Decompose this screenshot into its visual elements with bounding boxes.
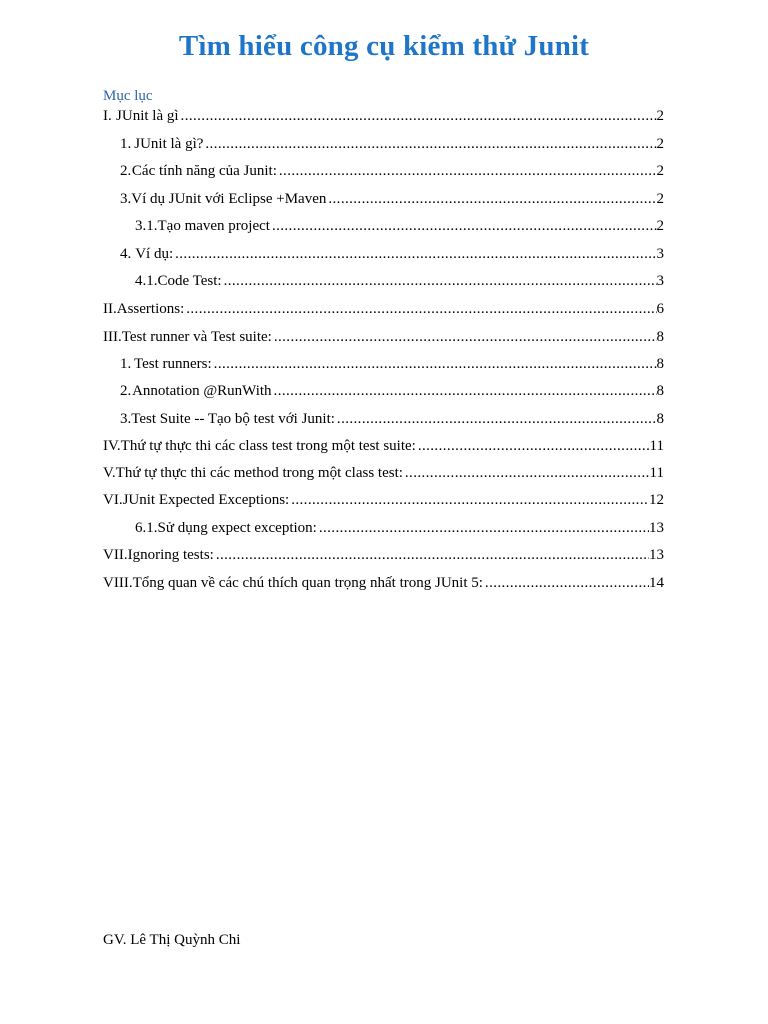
toc-number: IV.	[103, 438, 121, 454]
toc-text: Test Suite -- Tạo bộ test với Junit:	[131, 411, 335, 427]
toc-text: Assertions:	[116, 301, 185, 317]
toc-entry-ii[interactable]	[103, 299, 664, 319]
toc-page-number: 8	[656, 329, 664, 345]
toc-page-number: 3	[656, 273, 664, 289]
toc-page-number: 12	[649, 492, 664, 508]
toc-leader-dots	[328, 189, 656, 209]
toc-entry-i-3[interactable]	[120, 189, 664, 209]
toc-page-number: 13	[649, 547, 664, 563]
toc-text: Annotation @RunWith	[132, 383, 272, 399]
toc-page-number: 2	[656, 108, 664, 124]
toc-number: 6.1.	[135, 520, 158, 536]
toc-page-number: 11	[649, 438, 664, 454]
page-title: Tìm hiểu công cụ kiểm thử Junit	[178, 30, 590, 62]
toc-number: 1.	[120, 356, 132, 372]
toc-page-number: 8	[656, 383, 664, 399]
toc-entry-iii-2[interactable]	[120, 381, 664, 401]
toc-leader-dots	[186, 299, 656, 319]
toc-entry-iii-1[interactable]	[120, 354, 664, 374]
toc-page-number: 2	[656, 163, 664, 179]
toc-leader-dots	[337, 409, 657, 429]
toc-text: Các tính năng của Junit:	[131, 163, 277, 179]
toc-entry-viii[interactable]	[103, 573, 664, 593]
toc-page-number: 3	[656, 246, 664, 262]
toc-heading: Mục lục	[103, 88, 153, 104]
toc-number: 2.	[120, 383, 132, 399]
toc-entry-i-1[interactable]	[120, 134, 664, 154]
toc-text: Thứ tự thực thi các class test trong một test suite:	[120, 438, 416, 454]
toc-text: Test runner và Test suite:	[121, 329, 272, 345]
toc-leader-dots	[224, 271, 657, 291]
toc-text: Thứ tự thực thi các method trong một class test:	[115, 465, 403, 481]
toc-text: Tổng quan về các chú thích quan trọng nhất trong JUnit 5:	[132, 575, 483, 591]
toc-leader-dots	[291, 490, 649, 510]
toc-leader-dots	[181, 106, 657, 126]
toc-leader-dots	[272, 216, 657, 236]
toc-leader-dots	[274, 381, 657, 401]
toc-text: Test runners:	[133, 356, 212, 372]
toc-number: 2.	[120, 163, 132, 179]
toc-leader-dots	[205, 134, 656, 154]
toc-entry-iv[interactable]	[103, 436, 664, 456]
toc-leader-dots	[175, 244, 656, 264]
toc-page-number: 8	[656, 411, 664, 427]
toc-number: VI.	[103, 492, 123, 508]
toc-entry-i-4[interactable]	[120, 244, 664, 264]
toc-entry-vi[interactable]	[103, 490, 664, 510]
toc-number: I.	[103, 108, 112, 124]
toc-text: Sử dụng expect exception:	[157, 520, 317, 536]
footer-author: GV. Lê Thị Quỳnh Chi	[103, 932, 241, 948]
toc-page-number: 14	[649, 575, 664, 591]
toc-page-number: 8	[656, 356, 664, 372]
toc-number: VII.	[103, 547, 128, 563]
toc-leader-dots	[216, 545, 649, 565]
toc-page-number: 2	[656, 136, 664, 152]
toc-number: 1.	[120, 136, 132, 152]
toc-number: III.	[103, 329, 122, 345]
toc-leader-dots	[405, 463, 650, 483]
toc-number: II.	[103, 301, 117, 317]
toc-page-number: 6	[656, 301, 664, 317]
toc-text: Code Test:	[157, 273, 222, 289]
toc-page-number: 2	[656, 191, 664, 207]
toc-text: JUnit là gì?	[134, 136, 204, 152]
toc-entry-i[interactable]	[103, 106, 664, 126]
toc-entry-i-3-1[interactable]	[135, 216, 664, 236]
toc-leader-dots	[274, 327, 657, 347]
toc-page-number: 11	[649, 465, 664, 481]
toc-entry-vi-1[interactable]	[135, 518, 664, 538]
toc-leader-dots	[485, 573, 649, 593]
toc-text: Ví dụ:	[135, 246, 174, 262]
toc-entry-iii-3[interactable]	[120, 409, 664, 429]
toc-entry-v[interactable]	[103, 463, 664, 483]
toc-text: Ignoring tests:	[127, 547, 214, 563]
toc-leader-dots	[319, 518, 649, 538]
toc-page-number: 13	[649, 520, 664, 536]
toc-number: VIII.	[103, 575, 133, 591]
toc-page-number: 2	[656, 218, 664, 234]
toc-leader-dots	[279, 161, 657, 181]
toc-number: 3.	[120, 191, 132, 207]
toc-entry-i-4-1[interactable]	[135, 271, 664, 291]
toc-number: 3.	[120, 411, 132, 427]
toc-number: V.	[103, 465, 116, 481]
toc-number: 3.1.	[135, 218, 158, 234]
toc-entry-iii[interactable]	[103, 327, 664, 347]
toc-text: JUnit là gì	[116, 108, 179, 124]
toc-entry-vii[interactable]	[103, 545, 664, 565]
toc-text: Tạo maven project	[157, 218, 270, 234]
toc-number: 4.	[120, 246, 132, 262]
toc-entry-i-2[interactable]	[120, 161, 664, 181]
toc-text: JUnit Expected Exceptions:	[122, 492, 290, 508]
toc-leader-dots	[214, 354, 657, 374]
toc-number: 4.1.	[135, 273, 158, 289]
toc-leader-dots	[418, 436, 650, 456]
toc-text: Ví dụ JUnit với Eclipse +Maven	[131, 191, 327, 207]
